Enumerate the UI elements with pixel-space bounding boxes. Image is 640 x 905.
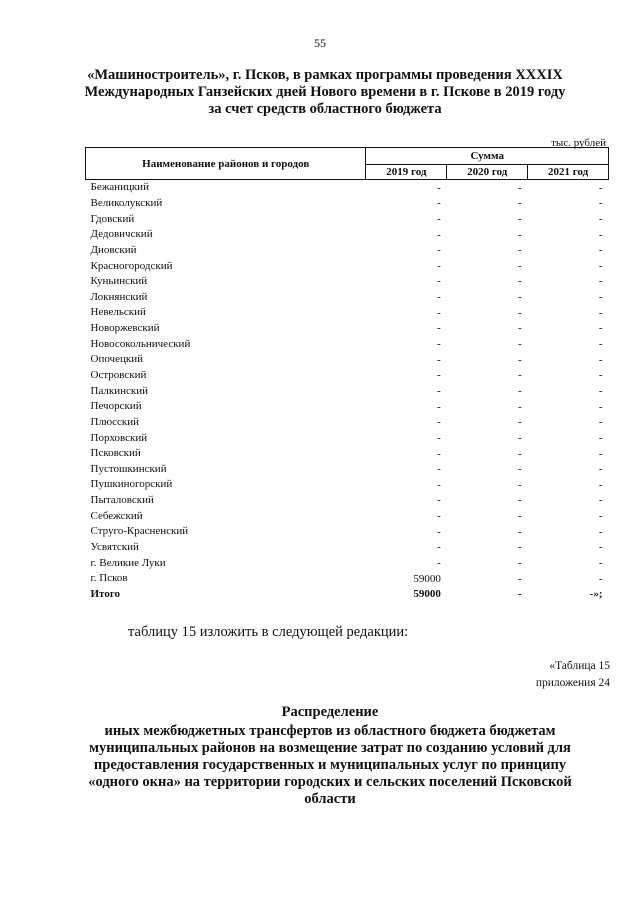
section-title-line: иных межбюджетных трансфертов из областного бюджета бюджетам bbox=[104, 723, 556, 739]
section-title-line: муниципальных районов на возмещение затрат по созданию условий для bbox=[89, 740, 571, 756]
table-row bbox=[86, 446, 609, 462]
instruction-text: таблицу 15 изложить в следующей редакции: bbox=[128, 624, 409, 640]
table-title-line: за счет средств областного бюджета bbox=[208, 101, 442, 117]
value-2021: - bbox=[598, 510, 603, 523]
table-row bbox=[86, 196, 609, 212]
table-row bbox=[86, 555, 609, 571]
table-row bbox=[86, 321, 609, 337]
value-2020: - bbox=[517, 338, 522, 351]
value-2021: - bbox=[598, 525, 603, 538]
section-title-line: области bbox=[304, 791, 356, 807]
table-row bbox=[86, 540, 609, 556]
district-name: Палкинский bbox=[90, 384, 149, 397]
district-name: Дновский bbox=[90, 243, 137, 256]
table-row bbox=[86, 430, 609, 446]
value-2020: - bbox=[517, 447, 522, 460]
district-name: Гдовский bbox=[90, 212, 135, 225]
district-name: Пушкиногорский bbox=[90, 478, 173, 491]
value-2019: - bbox=[437, 447, 441, 460]
total-2019: 59000 bbox=[413, 588, 441, 601]
table-row bbox=[86, 508, 609, 524]
district-name: Куньинский bbox=[90, 275, 148, 288]
value-2020: - bbox=[517, 510, 522, 523]
district-name: г. Великие Луки bbox=[90, 556, 166, 569]
value-2021: - bbox=[598, 463, 603, 476]
value-2021: - bbox=[598, 384, 603, 397]
value-2021: - bbox=[598, 400, 603, 413]
value-2019: - bbox=[437, 197, 441, 210]
district-name: Невельский bbox=[90, 306, 146, 319]
value-2020: - bbox=[517, 228, 522, 241]
value-2020: - bbox=[517, 572, 522, 585]
value-2020: - bbox=[517, 478, 522, 491]
value-2020: - bbox=[517, 463, 522, 476]
district-name: Дедовичский bbox=[90, 228, 153, 241]
table-row bbox=[86, 211, 609, 227]
district-name: Усвятский bbox=[90, 541, 139, 554]
value-2021: - bbox=[598, 541, 603, 554]
district-name: Бежаницкий bbox=[90, 181, 149, 194]
value-2019: - bbox=[437, 384, 441, 397]
table-row bbox=[86, 258, 609, 274]
column-header-2019: 2019 год bbox=[366, 165, 447, 180]
table-row bbox=[86, 383, 609, 399]
value-2019: - bbox=[437, 416, 441, 429]
table-reference-line: приложения 24 bbox=[535, 677, 610, 689]
table-row bbox=[86, 399, 609, 415]
value-2019: - bbox=[437, 244, 441, 257]
value-2019: - bbox=[437, 525, 441, 538]
value-2021: - bbox=[598, 275, 603, 288]
value-2020: - bbox=[517, 416, 522, 429]
district-name: Плюсский bbox=[90, 415, 140, 428]
value-2020: - bbox=[517, 525, 522, 538]
district-name: Печорский bbox=[90, 400, 142, 413]
table-row bbox=[86, 477, 609, 493]
value-2021: - bbox=[598, 478, 603, 491]
value-2020: - bbox=[517, 431, 522, 444]
value-2020: - bbox=[517, 291, 522, 304]
value-2021: - bbox=[598, 322, 603, 335]
value-2019: - bbox=[437, 259, 441, 272]
value-2019: - bbox=[437, 400, 441, 413]
value-2021: - bbox=[598, 291, 603, 304]
value-2019: - bbox=[437, 181, 441, 194]
value-2020: - bbox=[517, 557, 522, 570]
value-2020: - bbox=[517, 400, 522, 413]
section-title bbox=[80, 704, 580, 808]
value-2021: - bbox=[598, 353, 603, 366]
section-title-line: предоставления государственных и муниципальных услуг по принципу bbox=[93, 757, 567, 773]
units-label: тыс. рублей bbox=[551, 137, 606, 149]
district-name: Пыталовский bbox=[90, 494, 154, 507]
district-name: Новосокольнический bbox=[90, 337, 191, 350]
district-name: Новоржевский bbox=[90, 322, 160, 335]
table-row bbox=[86, 305, 609, 321]
district-name: Великолукский bbox=[90, 196, 163, 209]
value-2019: - bbox=[437, 291, 441, 304]
total-2020: - bbox=[517, 588, 522, 601]
column-header-sum: Сумма bbox=[366, 148, 609, 165]
value-2020: - bbox=[517, 322, 522, 335]
district-name: Островский bbox=[90, 369, 147, 381]
table-row bbox=[86, 524, 609, 540]
table-row bbox=[86, 368, 609, 384]
value-2020: - bbox=[517, 181, 522, 194]
budget-table bbox=[85, 147, 609, 602]
district-name: Струго-Красненский bbox=[90, 525, 189, 538]
table-row bbox=[86, 274, 609, 290]
value-2021: - bbox=[598, 181, 603, 194]
column-header-name: Наименование районов и городов bbox=[86, 148, 366, 180]
total-2021: -»; bbox=[589, 588, 603, 601]
district-name: Пустошкинский bbox=[90, 462, 167, 475]
table-row bbox=[86, 243, 609, 259]
value-2020: - bbox=[517, 259, 522, 272]
value-2019: - bbox=[437, 557, 441, 570]
value-2020: - bbox=[517, 541, 522, 554]
value-2020: - bbox=[517, 244, 522, 257]
table-row bbox=[86, 180, 609, 196]
value-2019: - bbox=[437, 369, 441, 382]
column-header-2020: 2020 год bbox=[447, 165, 528, 180]
value-2021: - bbox=[598, 431, 603, 444]
value-2019: - bbox=[437, 541, 441, 554]
value-2019: - bbox=[437, 338, 441, 351]
total-label: Итого bbox=[90, 587, 121, 600]
district-name: Порховский bbox=[90, 431, 148, 444]
value-2019: - bbox=[437, 431, 441, 444]
value-2020: - bbox=[517, 212, 522, 225]
district-name: Локнянский bbox=[90, 290, 148, 303]
table-reference-line: «Таблица 15 bbox=[549, 660, 610, 672]
section-title-line: Распределение bbox=[281, 704, 379, 720]
table-reference bbox=[536, 658, 610, 692]
value-2019: - bbox=[437, 478, 441, 491]
district-name: г. Псков bbox=[90, 572, 128, 585]
table-row bbox=[86, 289, 609, 305]
district-name: Красногородский bbox=[90, 259, 173, 272]
value-2020: - bbox=[517, 494, 522, 507]
table-title-line: Международных Ганзейских дней Нового времени в г. Пскове в 2019 году bbox=[84, 84, 566, 100]
value-2019: 59000 bbox=[413, 572, 441, 585]
value-2019: - bbox=[437, 510, 441, 523]
value-2021: - bbox=[598, 197, 603, 210]
total-row bbox=[86, 587, 609, 603]
table-title-line: «Машиностроитель», г. Псков, в рамках программы проведения XXXIX bbox=[87, 67, 563, 83]
value-2021: - bbox=[598, 306, 603, 319]
value-2021: - bbox=[598, 228, 603, 241]
value-2021: - bbox=[598, 494, 603, 507]
value-2021: - bbox=[598, 572, 603, 585]
value-2020: - bbox=[517, 275, 522, 288]
value-2019: - bbox=[437, 212, 441, 225]
value-2019: - bbox=[437, 463, 441, 476]
value-2019: - bbox=[437, 353, 441, 366]
table-row bbox=[86, 352, 609, 368]
value-2021: - bbox=[598, 369, 603, 382]
district-name: Псковский bbox=[90, 447, 141, 460]
table-row bbox=[86, 571, 609, 587]
value-2021: - bbox=[598, 259, 603, 272]
district-name: Опочецкий bbox=[90, 353, 143, 366]
district-name: Себежский bbox=[90, 509, 143, 522]
value-2021: - bbox=[598, 447, 603, 460]
value-2019: - bbox=[437, 306, 441, 319]
value-2021: - bbox=[598, 212, 603, 225]
section-title-line: «одного окна» на территории городских и сельских поселений Псковской bbox=[88, 774, 572, 790]
table-title bbox=[80, 67, 570, 118]
column-header-2021: 2021 год bbox=[528, 165, 609, 180]
value-2019: - bbox=[437, 275, 441, 288]
value-2021: - bbox=[598, 338, 603, 351]
value-2020: - bbox=[517, 197, 522, 210]
table-row bbox=[86, 462, 609, 478]
value-2020: - bbox=[517, 369, 522, 382]
value-2020: - bbox=[517, 306, 522, 319]
table-row bbox=[86, 227, 609, 243]
value-2020: - bbox=[517, 384, 522, 397]
page-number: 55 bbox=[314, 36, 326, 50]
table-row bbox=[86, 415, 609, 431]
value-2019: - bbox=[437, 322, 441, 335]
value-2021: - bbox=[598, 244, 603, 257]
value-2020: - bbox=[517, 353, 522, 366]
value-2021: - bbox=[598, 557, 603, 570]
value-2019: - bbox=[437, 494, 441, 507]
table-row bbox=[86, 336, 609, 352]
value-2021: - bbox=[598, 416, 603, 429]
table-row bbox=[86, 493, 609, 509]
value-2019: - bbox=[437, 228, 441, 241]
